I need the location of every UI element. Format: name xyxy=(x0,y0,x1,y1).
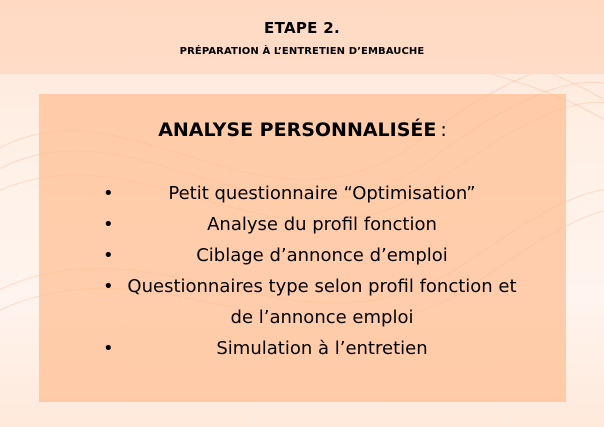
panel-title-text: ANALYSE PERSONNALISÉE xyxy=(158,119,437,141)
bullet-icon: • xyxy=(103,183,114,204)
list-item xyxy=(39,178,566,209)
panel-title xyxy=(39,119,566,141)
list-item-text: Simulation à l’entretien xyxy=(216,338,428,359)
bullet-icon: • xyxy=(103,245,114,266)
step-title: ETAPE 2. xyxy=(264,19,340,37)
bullet-icon: • xyxy=(103,214,114,235)
step-subtitle: PRÉPARATION À L’ENTRETIEN D’EMBAUCHE xyxy=(179,46,425,57)
content-panel xyxy=(39,94,566,402)
list-item xyxy=(39,271,566,333)
bullet-icon: • xyxy=(103,338,114,359)
list-item xyxy=(39,209,566,240)
panel-title-colon: : xyxy=(440,119,447,141)
header-band xyxy=(0,0,604,74)
list-item xyxy=(39,333,566,364)
services-list xyxy=(39,178,566,364)
list-item-text: Analyse du profil fonction xyxy=(207,214,437,235)
list-item-text: Ciblage d’annonce d’emploi xyxy=(196,245,448,266)
list-item-text: Petit questionnaire “Optimisation” xyxy=(168,183,476,204)
list-item xyxy=(39,240,566,271)
list-item-text: Questionnaires type selon profil fonction et de l’annonce emploi xyxy=(127,276,517,328)
bullet-icon: • xyxy=(103,276,114,297)
